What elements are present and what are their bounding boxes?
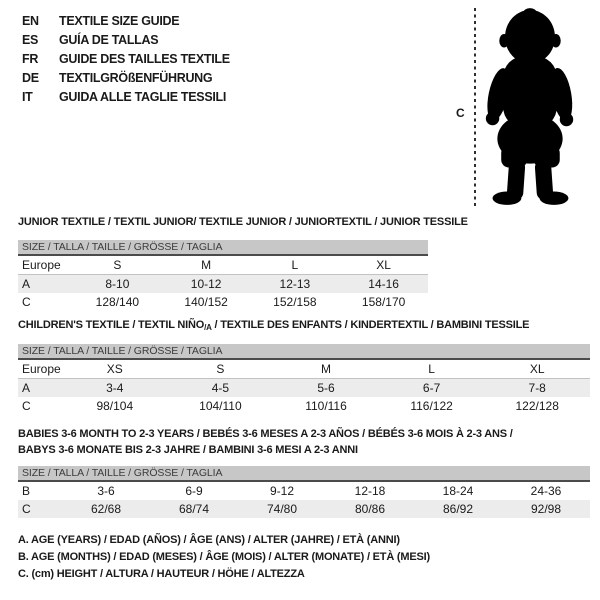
junior-table-title: JUNIOR TEXTILE / TEXTIL JUNIOR/ TEXTILE JUNIOR / JUNIORTEXTIL / JUNIOR TESSILE bbox=[18, 216, 468, 228]
table-row bbox=[18, 500, 590, 518]
cell-value: 14-16 bbox=[368, 277, 399, 291]
cell-value: 80/86 bbox=[354, 502, 386, 516]
column-header: S bbox=[113, 258, 122, 272]
row-label: C bbox=[22, 399, 31, 413]
language-title: GUIDA ALLE TAGLIE TESSILI bbox=[59, 89, 227, 104]
language-row-fr bbox=[22, 49, 230, 68]
height-measure-dashed-line bbox=[474, 8, 476, 208]
table-row bbox=[18, 275, 428, 293]
column-header: L bbox=[428, 362, 435, 376]
column-header-row bbox=[18, 360, 590, 379]
size-header-bar: SIZE / TALLA / TAILLE / GRÖSSE / TAGLIA bbox=[18, 240, 428, 256]
table-row bbox=[18, 482, 590, 500]
babies-title-line1: BABIES 3-6 MONTH TO 2-3 YEARS / BEBÉS 3-6 MESES A 2-3 AÑOS / BÉBÉS 3-6 MOIS À 2-3 ANS / bbox=[18, 428, 513, 440]
cell-value: 18-24 bbox=[442, 484, 474, 498]
cell-value: 98/104 bbox=[96, 399, 134, 413]
cell-value: 9-12 bbox=[269, 484, 295, 498]
row-label: C bbox=[22, 295, 31, 309]
footnote-c: C. (cm) HEIGHT / ALTURA / HAUTEUR / HÖHE / ALTEZZA bbox=[18, 568, 305, 580]
language-row-it bbox=[22, 87, 230, 106]
size-header-bar: SIZE / TALLA / TAILLE / GRÖSSE / TAGLIA bbox=[18, 466, 590, 482]
cell-value: 12-13 bbox=[279, 277, 311, 291]
language-code: FR bbox=[22, 51, 39, 66]
cell-value: 7-8 bbox=[528, 381, 546, 395]
cell-value: 122/128 bbox=[515, 399, 559, 413]
language-code: ES bbox=[22, 32, 39, 47]
children-title-post: / TEXTILE DES ENFANTS / KINDERTEXTIL / BAMBINI TESSILE bbox=[211, 319, 530, 331]
row-label: A bbox=[22, 277, 31, 291]
column-header: L bbox=[291, 258, 299, 272]
cell-value: 74/80 bbox=[266, 502, 298, 516]
cell-value: 10-12 bbox=[190, 277, 222, 291]
cell-value: 110/116 bbox=[305, 399, 347, 413]
children-title-pre: CHILDREN'S TEXTILE / TEXTIL NIÑO bbox=[18, 319, 205, 331]
cell-value: 5-6 bbox=[317, 381, 335, 395]
cell-value: 140/152 bbox=[184, 295, 228, 309]
cell-value: 3-4 bbox=[106, 381, 124, 395]
language-title: GUÍA DE TALLAS bbox=[59, 32, 159, 47]
column-header: M bbox=[201, 258, 212, 272]
children-size-table bbox=[18, 344, 590, 415]
cell-value: 24-36 bbox=[530, 484, 562, 498]
language-row-es bbox=[22, 30, 230, 49]
height-measure-label: C bbox=[456, 106, 465, 120]
row-label: A bbox=[22, 381, 31, 395]
babies-size-table bbox=[18, 466, 590, 518]
cell-value: 4-5 bbox=[211, 381, 230, 395]
cell-value: 8-10 bbox=[105, 277, 130, 291]
babies-table-title bbox=[18, 427, 513, 458]
cell-value: 86/92 bbox=[442, 502, 474, 516]
column-header: Europe bbox=[22, 258, 61, 272]
cell-value: 12-18 bbox=[354, 484, 386, 498]
language-title: TEXTILGRÖßENFÜHRUNG bbox=[59, 70, 213, 85]
footnote-legend bbox=[18, 532, 430, 583]
cell-value: 104/110 bbox=[199, 399, 242, 413]
table-row bbox=[18, 379, 590, 397]
language-title: GUIDE DES TAILLES TEXTILE bbox=[59, 51, 230, 66]
cell-value: 6-7 bbox=[422, 381, 441, 395]
column-header: S bbox=[216, 362, 225, 376]
language-code: IT bbox=[22, 89, 33, 104]
column-header-row bbox=[18, 256, 428, 275]
cell-value: 152/158 bbox=[273, 295, 317, 309]
table-row bbox=[18, 397, 590, 415]
language-code: EN bbox=[22, 13, 39, 28]
children-table-title bbox=[18, 318, 529, 336]
size-header-bar: SIZE / TALLA / TAILLE / GRÖSSE / TAGLIA bbox=[18, 344, 590, 360]
language-row-en bbox=[22, 11, 230, 30]
cell-value: 158/170 bbox=[361, 295, 406, 309]
language-code: DE bbox=[22, 70, 39, 85]
column-header: M bbox=[320, 362, 331, 376]
cell-value: 116/122 bbox=[410, 399, 453, 413]
cell-value: 92/98 bbox=[530, 502, 562, 516]
footnote-a: A. AGE (YEARS) / EDAD (AÑOS) / ÂGE (ANS) / ALTER (JAHRE) / ETÀ (ANNI) bbox=[18, 534, 400, 546]
footnote-b: B. AGE (MONTHS) / EDAD (MESES) / ÂGE (MOIS) / ALTER (MONATE) / ETÀ (MESI) bbox=[18, 551, 430, 563]
column-header: XL bbox=[376, 258, 391, 272]
column-header: Europe bbox=[22, 362, 61, 376]
baby-silhouette-image bbox=[482, 5, 578, 209]
row-label: B bbox=[22, 484, 31, 498]
table-row bbox=[18, 293, 428, 311]
junior-size-table bbox=[18, 240, 428, 311]
children-title-subscript: /A bbox=[204, 323, 212, 332]
cell-value: 6-9 bbox=[185, 484, 203, 498]
babies-title-line2: BABYS 3-6 MONATE BIS 2-3 JAHRE / BAMBINI 3-6 MESI A 2-3 ANNI bbox=[18, 443, 358, 456]
cell-value: 128/140 bbox=[95, 295, 140, 309]
row-label: C bbox=[22, 502, 31, 516]
language-title-list bbox=[22, 11, 230, 106]
language-row-de bbox=[22, 68, 230, 87]
cell-value: 68/74 bbox=[178, 502, 210, 516]
language-title: TEXTILE SIZE GUIDE bbox=[59, 13, 180, 28]
column-header: XL bbox=[529, 362, 545, 376]
cell-value: 62/68 bbox=[90, 502, 122, 516]
column-header: XS bbox=[106, 362, 123, 376]
cell-value: 3-6 bbox=[97, 484, 115, 498]
